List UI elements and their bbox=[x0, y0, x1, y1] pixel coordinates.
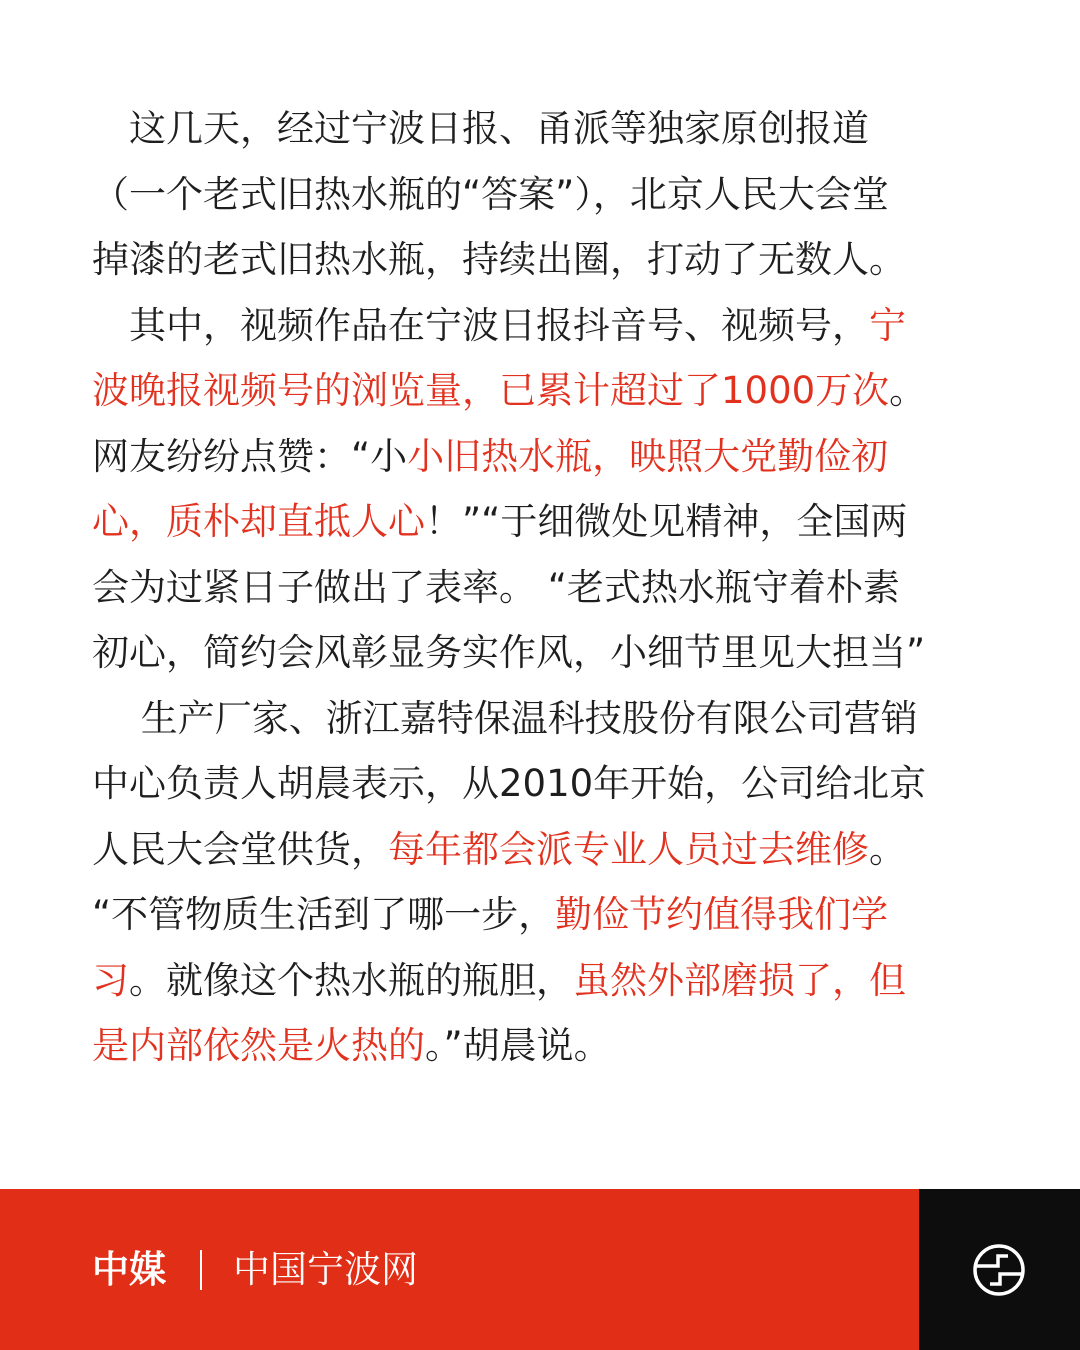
body-text: （一个老式旧热水瓶的“答案”），北京人民大会堂 bbox=[92, 172, 889, 216]
body-text: 人民大会堂供货， bbox=[92, 827, 388, 871]
article-body bbox=[92, 96, 988, 1079]
highlight-text: 波晚报视频号的浏览量，已累计超过了1000万次 bbox=[92, 369, 890, 412]
footer-black-panel bbox=[919, 1189, 1080, 1350]
highlight-text: 勤俭节约值得我们学 bbox=[555, 893, 889, 936]
body-text: 其中，视频作品在宁波日报抖音号、视频号， bbox=[92, 303, 869, 347]
highlight-text: 是内部依然是火热的 bbox=[92, 1024, 425, 1067]
article-line bbox=[92, 751, 988, 817]
article-line bbox=[92, 882, 988, 948]
highlight-text: 小旧热水瓶，映照大党勤俭初 bbox=[407, 434, 889, 478]
article-line bbox=[92, 620, 988, 686]
article-line bbox=[92, 948, 988, 1014]
body-text: 。 bbox=[889, 369, 927, 412]
article-line bbox=[92, 555, 988, 621]
body-text: 。 bbox=[869, 827, 906, 871]
highlight-text: 宁 bbox=[869, 303, 906, 347]
body-text: “不管物质生活到了哪一步， bbox=[92, 893, 556, 936]
body-text: 掉漆的老式旧热水瓶，持续出圈，打动了无数人。 bbox=[92, 238, 906, 281]
article-line bbox=[92, 1013, 988, 1079]
body-text: 。”胡晨说。 bbox=[425, 1024, 611, 1067]
article-line bbox=[92, 686, 988, 752]
footer-bar bbox=[0, 1189, 1080, 1350]
article-line bbox=[92, 817, 988, 883]
highlight-text: 习 bbox=[92, 958, 129, 1002]
article-line bbox=[92, 227, 988, 293]
body-text: 网友纷纷点赞：“小 bbox=[92, 434, 408, 478]
footer-red-panel bbox=[0, 1189, 919, 1350]
article-line bbox=[92, 293, 988, 359]
highlight-text: 心，质朴却直抵人心 bbox=[92, 500, 425, 543]
highlight-text: 虽然外部磨损了，但 bbox=[573, 958, 906, 1002]
article-line bbox=[92, 96, 988, 162]
body-text: 初心，简约会风彰显务实作风，小细节里见大担当” bbox=[92, 631, 926, 674]
highlight-text: 每年都会派专业人员过去维修 bbox=[388, 827, 869, 871]
body-text: 会为过紧日子做出了表率。 “老式热水瓶守着朴素 bbox=[92, 565, 900, 609]
article-line bbox=[92, 358, 988, 424]
source-name: 中国宁波网 bbox=[233, 1248, 418, 1291]
footer-divider bbox=[200, 1250, 202, 1290]
article-line bbox=[92, 162, 988, 228]
body-text: 这几天，经过宁波日报、甬派等独家原创报道 bbox=[92, 107, 869, 150]
body-text: ！”“于细微处见精神，全国两 bbox=[425, 500, 908, 543]
article-line bbox=[92, 424, 988, 490]
brand-name: 中媒 bbox=[92, 1248, 166, 1291]
circle-logo-icon bbox=[972, 1243, 1026, 1297]
body-text: 中心负责人胡晨表示，从2010年开始，公司给北京 bbox=[92, 762, 927, 805]
article-line bbox=[92, 489, 988, 555]
body-text: 。就像这个热水瓶的瓶胆， bbox=[129, 958, 573, 1002]
body-text: 生产厂家、浙江嘉特保温科技股份有限公司营销 bbox=[92, 696, 918, 740]
